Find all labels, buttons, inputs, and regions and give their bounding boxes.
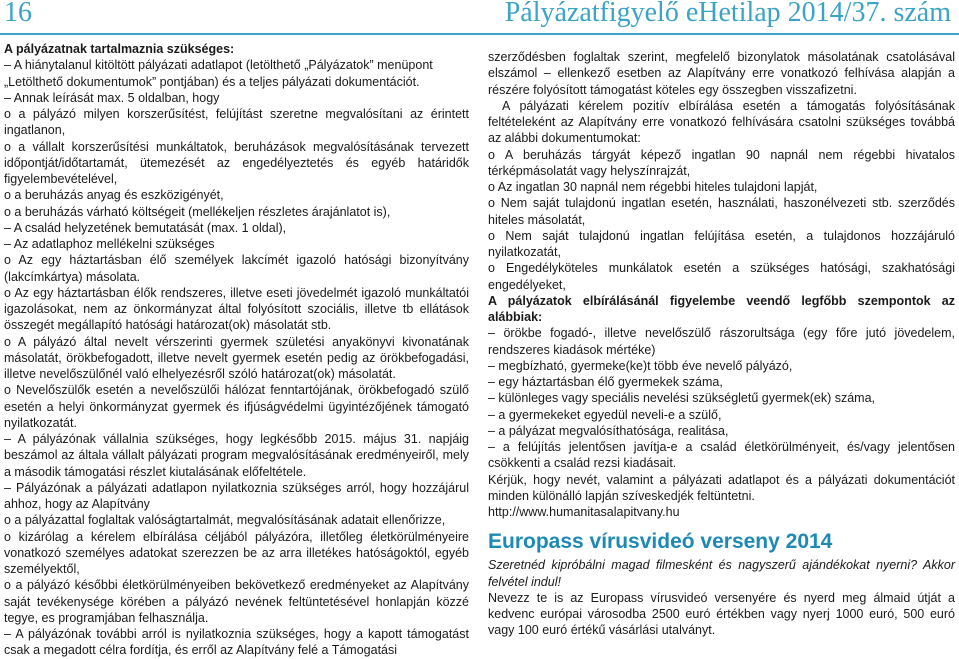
text-paragraph: – A pályázónak vállalnia szükséges, hogy legkésőbb 2015. május 31. napjáig beszámol az általa vállalt pályázati program megvalósításának eredményeiről, mely a második támogatási részlet kiutalásának előfeltétele. xyxy=(4,432,469,479)
text-paragraph: – örökbe fogadó-, illetve nevelőszülő rászorultsága (egy főre jutó jövedelem, rendszeres kiadások mértéke) xyxy=(488,326,955,357)
text-paragraph: A pályázati kérelem pozitív elbírálása esetén a támogatás folyósításának feltételeként az Alapítvány erre vonatkozó felhívására csatolni szükséges továbbá az alábbi dokumentumokat: xyxy=(488,98,955,146)
right-column xyxy=(488,49,955,639)
text-paragraph: – A hiánytalanul kitöltött pályázati adatlapot (letölthető „Pályázatok” menüpont xyxy=(4,58,433,73)
left-column xyxy=(4,41,469,659)
text-paragraph: o a beruházás anyag és eszközigényét, xyxy=(4,188,224,203)
text-paragraph: – egy háztartásban élő gyermekek száma, xyxy=(488,375,723,389)
text-paragraph: – A pályázónak további arról is nyilatkoznia szükséges, hogy a kapott támogatást csak a megadott célra fordítja, és erről az Alapítvány felé a Támogatási xyxy=(4,627,469,658)
text-paragraph: o a beruházás várható költségeit (mellékeljen részletes árajánlatot is), xyxy=(4,204,391,219)
text-paragraph: o A beruházás tárgyát képező ingatlan 90 napnál nem régebbi hivatalos térképmásolatát vagy helyszínrajzát, xyxy=(488,147,955,178)
text-paragraph: o a vállalt korszerűsítési munkáltatok, beruházások megvalósításának tervezett időpontját/időtartamát, ütemezését az engedélyeztetés és egyéb határidők figyelembevételével, xyxy=(4,139,469,186)
section-heading: A pályázatnak tartalmaznia szükséges: xyxy=(4,42,235,56)
text-paragraph: – a gyermekeket egyedül neveli-e a szülő, xyxy=(488,407,722,422)
text-paragraph: http://www.humanitasalapitvany.hu xyxy=(488,505,680,519)
text-paragraph: o a pályázó későbbi életkörülményeiben bekövetkező eredményeket az Alapítvány saját tevékenysége körében a pályázó nevének feltüntetésével honlapján közzé tegye, es programjában felhasználja. xyxy=(4,578,469,625)
text-paragraph: Szeretnéd kipróbálni magad filmesként és nagyszerű ajándékokat nyerni? Akkor felvétel indul! xyxy=(488,558,955,589)
text-paragraph: szerződésben foglaltak szerint, megfelelő bizonylatok másolatának csatolásával elszámol – ellenkező esetben az Alapítvány erre vonatkozó felhívása alapján a részére folyósított támogatást köteles egy összegben visszafizetni. xyxy=(488,50,955,97)
text-paragraph: o Nem saját tulajdonú ingatlan felújítása esetén, a tulajdonos hozzájáruló nyilatkozatát, xyxy=(488,228,955,259)
header-rule xyxy=(0,33,959,35)
article-title: Europass vírusvideó verseny 2014 xyxy=(488,530,833,554)
text-paragraph: Kérjük, hogy nevét, valamint a pályázati adatlapot és a pályázati dokumentációt minden különálló lapján szíveskedjék feltüntetni. xyxy=(488,472,955,503)
text-paragraph: – a pályázat megvalósíthatósága, realitása, xyxy=(488,423,729,438)
text-paragraph: Nevezz te is az Europass vírusvideó versenyére és nyerd meg álmaid útját a kedvenc európai városodba 2500 euró értékben vagy nyerj 1000 euró, 500 euró vagy 100 euró értékű vásárlási utalványt. xyxy=(488,590,955,638)
text-paragraph: – Pályázónak a pályázati adatlapon nyilatkoznia szükséges arról, hogy hozzájárul ahhoz, hogy az Alapítvány xyxy=(4,480,469,511)
text-paragraph: – a felújítás jelentősen javítja-e a család életkörülményeit, és/vagy jelentősen csökkenti a család rezsi kiadásait. xyxy=(488,440,955,471)
page-number: 16 xyxy=(4,0,32,28)
text-paragraph: o Az egy háztartásban élő személyek lakcímét igazoló hatósági bizonyítvány (lakcímkártya) másolata. xyxy=(4,253,469,284)
text-paragraph: – megbízható, gyermeke(ke)t több éve nevelő pályázó, xyxy=(488,358,793,373)
text-paragraph: – különleges vagy speciális nevelési szükségletű gyermek(ek) száma, xyxy=(488,391,875,406)
text-paragraph: o Nevelőszülők esetén a nevelőszülői hálózat fenntartójának, örökbefogadó szülő esetén a helyi önkormányzat gyermek és ifjúságvédelmi ügyintézőjének támogató nyilatkozatát. xyxy=(4,383,469,430)
page-header xyxy=(0,0,959,34)
text-paragraph: o kizárólag a kérelem elbírálása céljából pályázóra, illetőleg életkörülményeire vonatkozó személyes adatokat szerezzen be az arra illetékes hatóságoktól, egyéb személyektől, xyxy=(4,529,469,576)
text-paragraph: – A család helyzetének bemutatását (max. 1 oldal), xyxy=(4,220,287,235)
text-paragraph: o a pályázó milyen korszerűsítést, felújítást szeretne megvalósítani az érintett ingatlanon, xyxy=(4,107,469,138)
text-paragraph: o A pályázó által nevelt vérszerinti gyermek születési anyakönyvi kivonatának másolatát, örökbefogadott, illetve nevelt gyermek esetén pedig az örökbefogadási, illetve nevelőszülőnél való elhelyezésről szóló határozat(ok) másolatát. xyxy=(4,334,469,381)
text-paragraph: – Az adatlaphoz mellékelni szükséges xyxy=(4,237,215,251)
text-paragraph: o Az ingatlan 30 napnál nem régebbi hiteles tulajdoni lapját, xyxy=(488,180,818,194)
text-paragraph: o Az egy háztartásban élők rendszeres, illetve eseti jövedelmét igazoló munkáltatói igazolásokat, nem az önkormányzat által folyósított szociális, illetve tb ellátások összegét megállapító hatósági határozat(ok) másolatát stb. xyxy=(4,285,469,333)
text-paragraph: „Letölthető dokumentumok” pontjában) és a teljes pályázati dokumentációt. xyxy=(4,74,420,89)
text-paragraph: o a pályázattal foglaltak valóságtartalmát, megvalósításának adatait ellenőrizze, xyxy=(4,513,446,528)
text-paragraph: o Engedélyköteles munkálatok esetén a szükséges hatósági, szakhatósági engedélyeket, xyxy=(488,261,955,292)
section-heading: A pályázatok elbírálásánál figyelembe veendő legfőbb szempontok az alábbiak: xyxy=(488,293,955,324)
text-paragraph: – Annak leírását max. 5 oldalban, hogy xyxy=(4,90,220,105)
text-paragraph: o Nem saját tulajdonú ingatlan esetén, használati, haszonélvezeti stb. szerződés hiteles másolatát, xyxy=(488,196,955,227)
masthead-title: Pályázatfigyelő eHetilap 2014/37. szám xyxy=(504,0,951,28)
